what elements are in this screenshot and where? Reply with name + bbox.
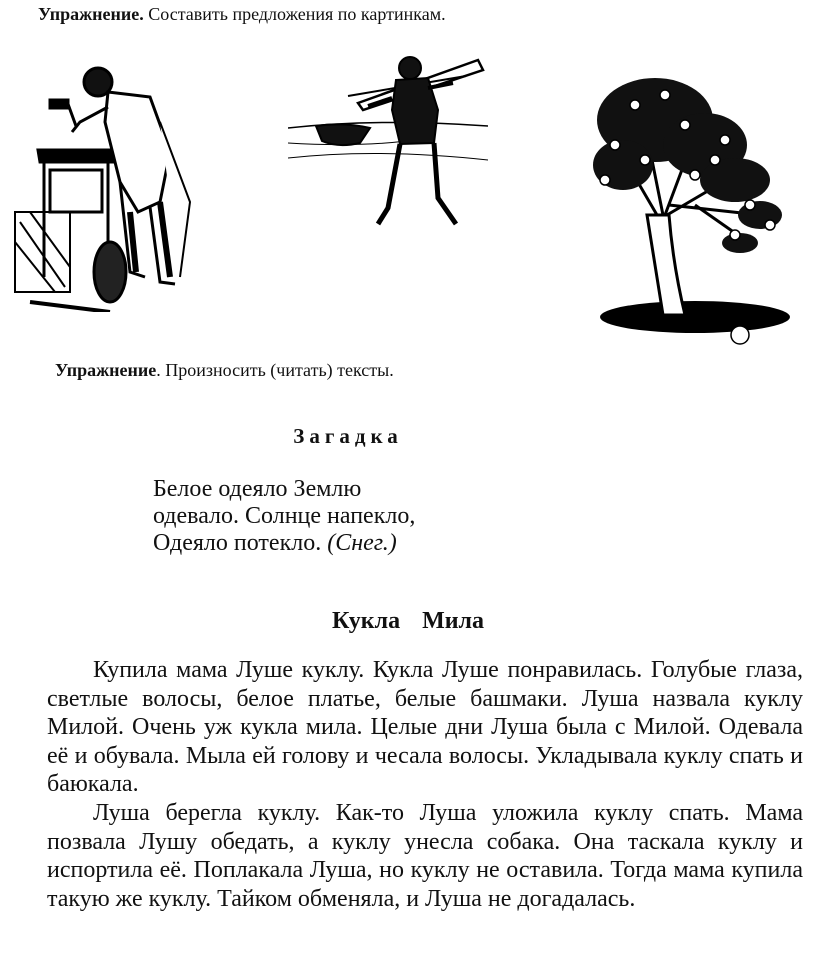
exercise-2-text: . Произносить (читать) тексты. bbox=[156, 360, 394, 380]
riddle-line: одевало. Солнце напекло, bbox=[153, 503, 416, 529]
man-with-boards-illustration bbox=[288, 48, 488, 228]
exercise-1-text: Составить предложения по картинкам. bbox=[143, 4, 446, 24]
riddle-line-text: Одеяло потекло. bbox=[153, 530, 322, 556]
exercise-2-label: Упражнение bbox=[55, 360, 157, 380]
exercise-2-instruction bbox=[55, 360, 394, 381]
apple-tree-illustration bbox=[585, 65, 790, 355]
riddle-text bbox=[153, 476, 415, 557]
story-paragraph: Луша берегла куклу. Как-то Луша уложила куклу спать. Мама позвала Лушу обедать, а куклу унесла собака. Она таскала куклу и испортила её. Поплакала Луша, но куклу не оставила. Тогда мама купила такую же куклу. Тайком обменяла, и Луша не догадалась. bbox=[47, 799, 803, 912]
riddle-answer: (Снег.) bbox=[327, 530, 397, 556]
riddle-line bbox=[153, 530, 415, 557]
riddle-title: Загадка bbox=[293, 424, 403, 448]
exercise-1-label: Упражнение. bbox=[38, 4, 144, 24]
story-title: Кукла Мила bbox=[331, 608, 485, 634]
riddle-line: Белое одеяло Землю bbox=[153, 476, 362, 502]
story-paragraph: Купила мама Луше куклу. Кукла Луше понравилась. Голубые глаза, светлые волосы, белое платье, белые башмаки. Луша назвала куклу Милой. Очень уж кукла мила. Целые дни Луша была с Милой. Одевала её и обувала. Мыла ей голову и чесала волосы. Укладывала куклу спать и баюкала. bbox=[47, 657, 803, 798]
story-text bbox=[47, 656, 803, 913]
exercise-1-instruction bbox=[38, 4, 446, 25]
carpenter-illustration bbox=[10, 62, 195, 312]
